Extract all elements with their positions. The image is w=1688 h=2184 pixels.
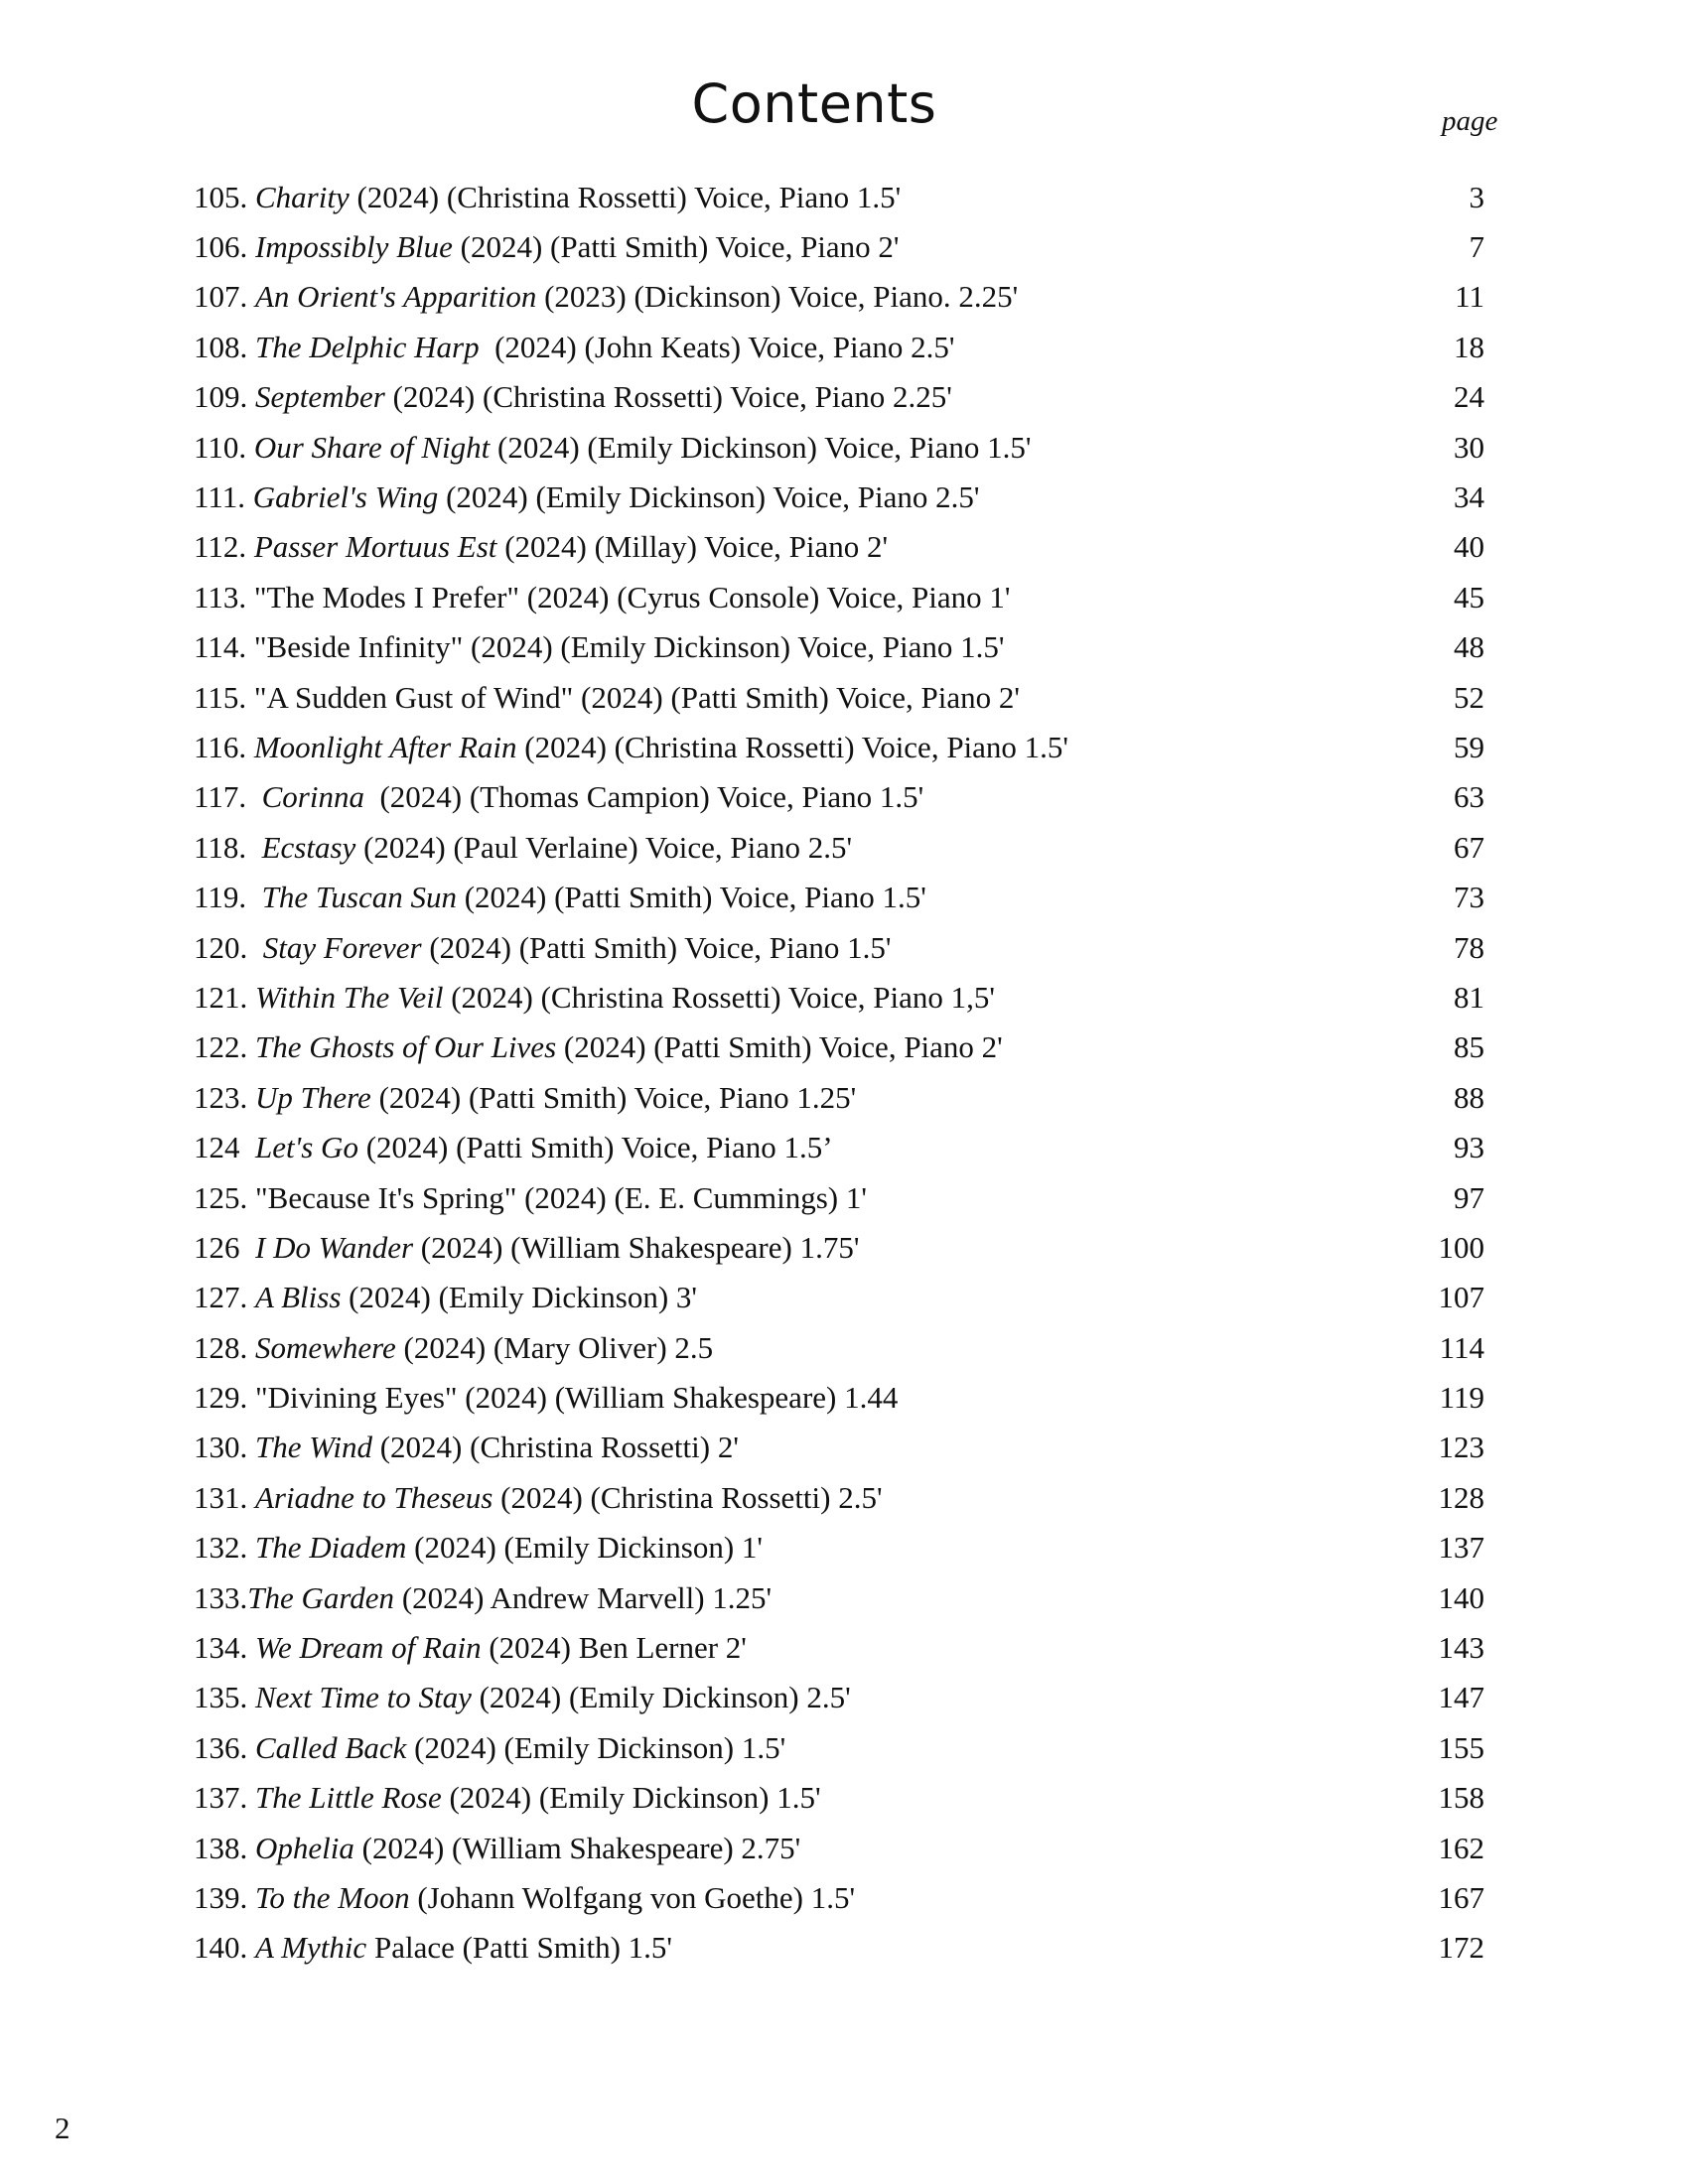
entry-details: (Johann Wolfgang von Goethe) 1.5': [409, 1879, 856, 1915]
entry-page-number: 114: [1439, 1329, 1484, 1365]
toc-entry-text: [194, 1530, 763, 1566]
entry-details: (2024) (Emily Dickinson) 1.5': [441, 1780, 821, 1816]
entry-details: (2024) (Patti Smith) Voice, Piano 2': [452, 229, 900, 265]
entry-details: "Because It's Spring" (2024) (E. E. Cummings) 1': [255, 1179, 867, 1215]
entry-details: (2024) Andrew Marvell) 1.25': [394, 1579, 773, 1615]
toc-entry-text: [194, 1430, 739, 1465]
page-column-label: page: [1442, 105, 1498, 137]
toc-entry: [194, 422, 1494, 472]
toc-entry-text: [194, 479, 980, 515]
entry-number: 134.: [194, 1630, 255, 1666]
entry-number: 105.: [194, 179, 255, 214]
work-title: The Tuscan Sun: [261, 880, 457, 915]
entry-details: "The Modes I Prefer" (2024) (Cyrus Console) Voice, Piano 1': [253, 579, 1011, 614]
toc-entry-text: [194, 279, 1019, 315]
entry-details: "Divining Eyes" (2024) (William Shakespeare) 1.44: [255, 1380, 899, 1416]
toc-entry-text: [194, 929, 892, 965]
entry-number: 133.: [194, 1579, 248, 1615]
entry-page-number: 155: [1438, 1729, 1484, 1765]
toc-entry: [194, 722, 1494, 771]
work-title: Charity: [255, 179, 350, 214]
entry-details: (2023) (Dickinson) Voice, Piano. 2.25': [536, 279, 1019, 315]
toc-entry-text: [194, 1380, 899, 1416]
entry-number: 116.: [194, 729, 254, 764]
toc-entry: [194, 322, 1494, 371]
toc-entry-text: [194, 1229, 860, 1265]
toc-entry: [194, 822, 1494, 872]
entry-details: (2024) (Patti Smith) Voice, Piano 2': [556, 1029, 1003, 1065]
toc-entry-text: [194, 179, 902, 214]
work-title: Our Share of Night: [253, 429, 491, 465]
entry-details: (2024) (Christina Rossetti) Voice, Piano 1.5': [349, 179, 902, 214]
work-title: The Diadem: [255, 1530, 407, 1566]
entry-page-number: 52: [1454, 679, 1484, 715]
work-title: Impossibly Blue: [255, 229, 453, 265]
entry-number: 120.: [194, 929, 263, 965]
entry-page-number: 172: [1438, 1930, 1484, 1966]
work-title: The Wind: [255, 1430, 372, 1465]
work-title: An Orient's Apparition: [255, 279, 537, 315]
work-title: The Delphic Harp: [255, 329, 480, 364]
toc-entry: [194, 1023, 1494, 1072]
entry-page-number: 78: [1454, 929, 1484, 965]
toc-entry: [194, 572, 1494, 621]
work-title: Somewhere: [255, 1329, 396, 1365]
entry-number: 107.: [194, 279, 255, 315]
toc-entry-text: [194, 1029, 1003, 1065]
entry-number: 113.: [194, 579, 254, 614]
toc-entry: [194, 622, 1494, 672]
entry-number: 114.: [194, 629, 254, 665]
entry-number: 111.: [194, 479, 253, 515]
toc-entry: [194, 1823, 1494, 1872]
entry-page-number: 18: [1454, 329, 1484, 364]
work-title: We Dream of Rain: [255, 1630, 482, 1666]
entry-number: 118.: [194, 829, 262, 865]
entry-details: (2024) (Thomas Campion) Voice, Piano 1.5': [363, 779, 924, 815]
entry-details: (2024) (Emily Dickinson) 2.5': [471, 1680, 851, 1715]
entry-page-number: 137: [1438, 1530, 1484, 1566]
work-title: Ariadne to Theseus: [255, 1479, 493, 1515]
entry-details: (2024) (Emily Dickinson) Voice, Piano 1.5': [490, 429, 1032, 465]
entry-details: (2024) (Patti Smith) Voice, Piano 1.5': [456, 880, 926, 915]
toc-entry-text: [194, 1329, 714, 1365]
entry-page-number: 107: [1438, 1280, 1484, 1315]
entry-details: Palace (Patti Smith) 1.5': [366, 1930, 672, 1966]
entry-number: 139.: [194, 1879, 255, 1915]
entry-details: (2024) (William Shakespeare) 2.75': [353, 1830, 801, 1865]
entry-number: 108.: [194, 329, 255, 364]
work-title: The Little Rose: [255, 1780, 442, 1816]
entry-details: (2024) (Christina Rossetti) Voice, Piano 2.25': [384, 379, 952, 415]
entry-page-number: 30: [1454, 429, 1484, 465]
entry-page-number: 143: [1438, 1630, 1484, 1666]
table-of-contents: [194, 172, 1494, 1973]
toc-entry: [194, 922, 1494, 972]
entry-page-number: 48: [1454, 629, 1484, 665]
toc-entry-text: [194, 979, 995, 1015]
toc-entry: [194, 1673, 1494, 1722]
entry-page-number: 158: [1438, 1780, 1484, 1816]
work-title: Gabriel's Wing: [252, 479, 439, 515]
entry-number: 135.: [194, 1680, 255, 1715]
entry-number: 125.: [194, 1179, 255, 1215]
toc-entry: [194, 1722, 1494, 1772]
entry-number: 117.: [194, 779, 262, 815]
entry-number: 138.: [194, 1830, 255, 1865]
toc-entry-text: [194, 829, 853, 865]
entry-page-number: 3: [1469, 179, 1484, 214]
toc-entry: [194, 1273, 1494, 1322]
entry-page-number: 119: [1439, 1380, 1484, 1416]
entry-number: 123.: [194, 1079, 255, 1115]
entry-details: (2024) (Patti Smith) Voice, Piano 1.25': [370, 1079, 857, 1115]
toc-entry: [194, 522, 1494, 572]
toc-entry: [194, 1172, 1494, 1222]
entry-number: 140.: [194, 1930, 255, 1966]
entry-number: 112.: [194, 529, 254, 565]
toc-entry: [194, 1923, 1494, 1973]
toc-entry-text: [194, 1729, 786, 1765]
toc-entry-text: [194, 429, 1032, 465]
entry-details: (2024) (Christina Rossetti) 2': [371, 1430, 739, 1465]
toc-entry-text: [194, 729, 1069, 764]
work-title: Ophelia: [255, 1830, 354, 1865]
toc-entry-text: [194, 1579, 773, 1615]
entry-details: (2024) (Emily Dickinson) 1.5': [406, 1729, 786, 1765]
entry-number: 109.: [194, 379, 255, 415]
work-title: The Ghosts of Our Lives: [255, 1029, 557, 1065]
toc-entry-text: [194, 679, 1020, 715]
toc-entry: [194, 1572, 1494, 1622]
work-title: Moonlight After Rain: [253, 729, 517, 764]
toc-entry: [194, 972, 1494, 1022]
entry-number: 131.: [194, 1479, 255, 1515]
work-title: Called Back: [255, 1729, 407, 1765]
toc-entry: [194, 1472, 1494, 1522]
entry-number: 121.: [194, 979, 255, 1015]
toc-entry-text: [194, 779, 924, 815]
work-title: A Mythic: [255, 1930, 367, 1966]
entry-page-number: 123: [1438, 1430, 1484, 1465]
footer-page-number: 2: [55, 2111, 70, 2145]
entry-details: (2024) (Emily Dickinson) 3': [341, 1280, 698, 1315]
entry-page-number: 24: [1454, 379, 1484, 415]
entry-details: (2024) (Mary Oliver) 2.5: [395, 1329, 714, 1365]
entry-details: (2024) (Patti Smith) Voice, Piano 1.5': [421, 929, 892, 965]
entry-number: 106.: [194, 229, 255, 265]
entry-details: (2024) (Paul Verlaine) Voice, Piano 2.5': [355, 829, 853, 865]
entry-page-number: 73: [1454, 880, 1484, 915]
toc-entry: [194, 272, 1494, 322]
entry-number: 119.: [194, 880, 262, 915]
toc-entry: [194, 1072, 1494, 1122]
toc-entry: [194, 1322, 1494, 1372]
toc-entry: [194, 1372, 1494, 1422]
toc-entry: [194, 1222, 1494, 1272]
toc-entry-text: [194, 1179, 867, 1215]
work-title: Passer Mortuus Est: [253, 529, 497, 565]
entry-details: (2024) Ben Lerner 2': [481, 1630, 747, 1666]
toc-entry-text: [194, 1879, 856, 1915]
toc-entry: [194, 1523, 1494, 1572]
entry-number: 126: [194, 1229, 255, 1265]
entry-number: 128.: [194, 1329, 255, 1365]
toc-entry-text: [194, 229, 900, 265]
entry-page-number: 128: [1438, 1479, 1484, 1515]
entry-page-number: 81: [1454, 979, 1484, 1015]
entry-number: 115.: [194, 679, 254, 715]
entry-number: 124: [194, 1130, 255, 1165]
toc-entry: [194, 372, 1494, 422]
entry-details: (2024) (Christina Rossetti) Voice, Piano 1.5': [516, 729, 1069, 764]
entry-page-number: 167: [1438, 1879, 1484, 1915]
toc-entry: [194, 472, 1494, 521]
entry-number: 136.: [194, 1729, 255, 1765]
toc-entry-text: [194, 529, 889, 565]
toc-entry-text: [194, 1780, 821, 1816]
toc-entry-text: [194, 1830, 801, 1865]
toc-entry: [194, 1423, 1494, 1472]
entry-number: 129.: [194, 1380, 255, 1416]
entry-details: (2024) (John Keats) Voice, Piano 2.5': [479, 329, 955, 364]
work-title: September: [255, 379, 385, 415]
entry-page-number: 88: [1454, 1079, 1484, 1115]
work-title: Up There: [255, 1079, 371, 1115]
entry-details: "A Sudden Gust of Wind" (2024) (Patti Smith) Voice, Piano 2': [253, 679, 1020, 715]
entry-number: 137.: [194, 1780, 255, 1816]
work-title: Corinna: [261, 779, 364, 815]
entry-page-number: 63: [1454, 779, 1484, 815]
toc-entry: [194, 1122, 1494, 1171]
work-title: Within The Veil: [255, 979, 444, 1015]
toc-entry-text: [194, 579, 1011, 614]
entry-page-number: 93: [1454, 1130, 1484, 1165]
entry-number: 110.: [194, 429, 254, 465]
entry-page-number: 85: [1454, 1029, 1484, 1065]
entry-number: 122.: [194, 1029, 255, 1065]
entry-page-number: 162: [1438, 1830, 1484, 1865]
entry-number: 127.: [194, 1280, 255, 1315]
toc-entry-text: [194, 379, 952, 415]
entry-page-number: 140: [1438, 1579, 1484, 1615]
toc-entry-text: [194, 1079, 857, 1115]
page-title: Contents: [691, 72, 937, 135]
entry-details: (2024) (Patti Smith) Voice, Piano 1.5’: [357, 1130, 833, 1165]
entry-details: (2024) (Millay) Voice, Piano 2': [496, 529, 889, 565]
entry-page-number: 97: [1454, 1179, 1484, 1215]
work-title: Next Time to Stay: [255, 1680, 472, 1715]
entry-details: (2024) (Emily Dickinson) Voice, Piano 2.5': [438, 479, 980, 515]
toc-entry-text: [194, 1630, 747, 1666]
work-title: A Bliss: [255, 1280, 342, 1315]
entry-details: (2024) (Christina Rossetti) 2.5': [492, 1479, 883, 1515]
entry-number: 132.: [194, 1530, 255, 1566]
toc-entry-text: [194, 1130, 833, 1165]
entry-number: 130.: [194, 1430, 255, 1465]
toc-entry: [194, 872, 1494, 921]
entry-page-number: 147: [1438, 1680, 1484, 1715]
toc-entry-text: [194, 629, 1005, 665]
toc-entry-text: [194, 329, 955, 364]
work-title: The Garden: [247, 1579, 395, 1615]
toc-entry-text: [194, 1280, 698, 1315]
work-title: Stay Forever: [262, 929, 422, 965]
entry-page-number: 7: [1469, 229, 1484, 265]
entry-page-number: 59: [1454, 729, 1484, 764]
toc-entry: [194, 1773, 1494, 1823]
entry-details: "Beside Infinity" (2024) (Emily Dickinson) Voice, Piano 1.5': [253, 629, 1005, 665]
entry-page-number: 11: [1455, 279, 1484, 315]
toc-entry-text: [194, 1930, 672, 1966]
work-title: Let's Go: [255, 1130, 358, 1165]
work-title: I Do Wander: [255, 1229, 414, 1265]
toc-entry: [194, 772, 1494, 822]
entry-details: (2024) (William Shakespeare) 1.75': [413, 1229, 860, 1265]
entry-page-number: 45: [1454, 579, 1484, 614]
entry-page-number: 67: [1454, 829, 1484, 865]
entry-page-number: 100: [1438, 1229, 1484, 1265]
toc-entry-text: [194, 1680, 851, 1715]
entry-page-number: 34: [1454, 479, 1484, 515]
entry-details: (2024) (Emily Dickinson) 1': [406, 1530, 763, 1566]
toc-entry: [194, 172, 1494, 221]
toc-entry: [194, 1622, 1494, 1672]
toc-entry-text: [194, 880, 926, 915]
work-title: Ecstasy: [261, 829, 356, 865]
entry-page-number: 40: [1454, 529, 1484, 565]
toc-entry: [194, 221, 1494, 271]
toc-entry-text: [194, 1479, 883, 1515]
work-title: To the Moon: [255, 1879, 410, 1915]
entry-details: (2024) (Christina Rossetti) Voice, Piano 1,5': [443, 979, 995, 1015]
toc-entry: [194, 1872, 1494, 1922]
toc-entry: [194, 672, 1494, 722]
